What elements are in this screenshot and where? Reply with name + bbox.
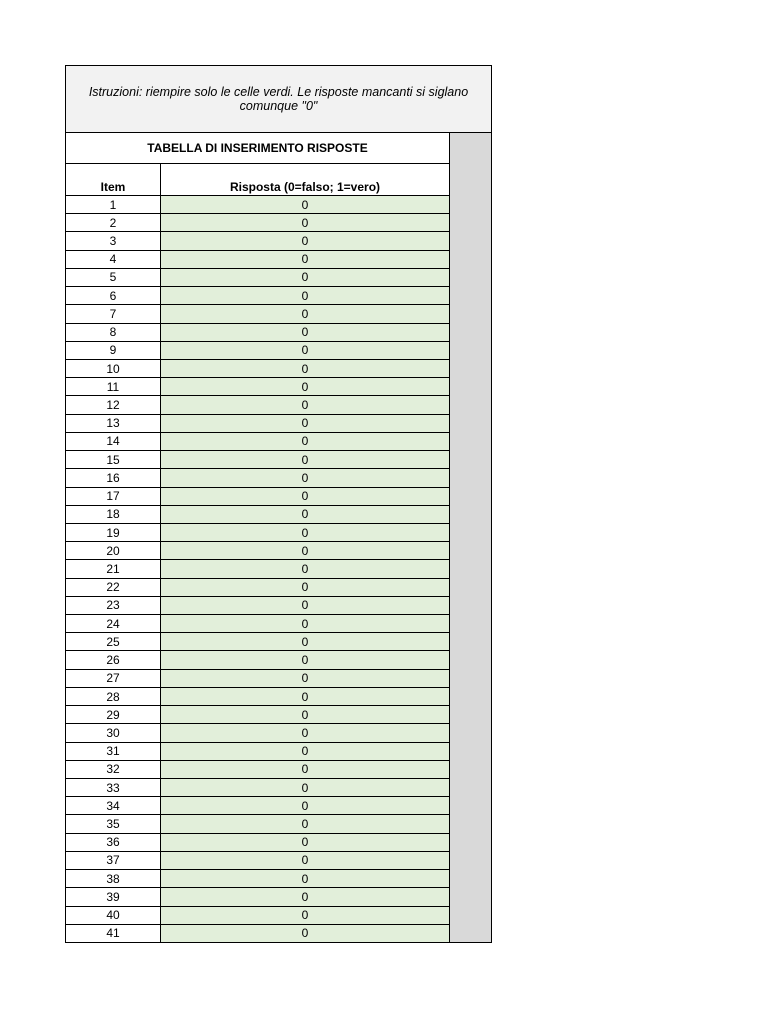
item-number-cell: 25: [66, 633, 161, 650]
table-row: [66, 670, 450, 688]
table-row: [66, 706, 450, 724]
item-number-cell: 29: [66, 706, 161, 723]
answer-cell[interactable]: 0: [161, 870, 449, 887]
item-number-cell: 35: [66, 815, 161, 832]
answer-cell[interactable]: 0: [161, 378, 449, 395]
table-row: [66, 633, 450, 651]
answer-cell[interactable]: 0: [161, 342, 449, 359]
answer-cell[interactable]: 0: [161, 232, 449, 249]
answer-cell[interactable]: 0: [161, 251, 449, 268]
table-row: [66, 506, 450, 524]
table-row: [66, 925, 450, 943]
item-number-cell: 32: [66, 761, 161, 778]
item-number-cell: 30: [66, 724, 161, 741]
answer-cell[interactable]: 0: [161, 670, 449, 687]
answer-cell[interactable]: 0: [161, 651, 449, 668]
answer-sheet: [65, 65, 492, 943]
item-number-cell: 21: [66, 560, 161, 577]
table-row: [66, 870, 450, 888]
table-row: [66, 834, 450, 852]
table-row: [66, 360, 450, 378]
table-row: [66, 888, 450, 906]
item-number-cell: 24: [66, 615, 161, 632]
answer-cell[interactable]: 0: [161, 269, 449, 286]
answer-cell[interactable]: 0: [161, 743, 449, 760]
item-number-cell: 34: [66, 797, 161, 814]
column-header-row: [66, 164, 450, 196]
item-number-cell: 2: [66, 214, 161, 231]
table-row: [66, 378, 450, 396]
table-row: [66, 342, 450, 360]
answer-cell[interactable]: 0: [161, 852, 449, 869]
table-row: [66, 688, 450, 706]
item-number-cell: 1: [66, 196, 161, 213]
item-number-cell: 18: [66, 506, 161, 523]
answer-column-header: Risposta (0=falso; 1=vero): [229, 180, 381, 194]
answer-cell[interactable]: 0: [161, 542, 449, 559]
item-number-cell: 31: [66, 743, 161, 760]
table-row: [66, 743, 450, 761]
table-row: [66, 597, 450, 615]
answer-cell[interactable]: 0: [161, 196, 449, 213]
item-number-cell: 36: [66, 834, 161, 851]
answer-cell[interactable]: 0: [161, 506, 449, 523]
answer-cell[interactable]: 0: [161, 469, 449, 486]
table-row: [66, 542, 450, 560]
table-row: [66, 469, 450, 487]
table-row: [66, 196, 450, 214]
instructions-banner: [66, 66, 491, 133]
table-row: [66, 907, 450, 925]
table-row: [66, 779, 450, 797]
answer-cell[interactable]: 0: [161, 706, 449, 723]
answer-cell[interactable]: 0: [161, 761, 449, 778]
table-row: [66, 433, 450, 451]
side-column: [450, 133, 491, 942]
table-row: [66, 305, 450, 323]
answer-rows: [66, 196, 450, 943]
table-row: [66, 451, 450, 469]
item-number-cell: 40: [66, 907, 161, 924]
table-row: [66, 797, 450, 815]
table-row: [66, 287, 450, 305]
answer-cell[interactable]: 0: [161, 560, 449, 577]
item-number-cell: 41: [66, 925, 161, 942]
table-row: [66, 269, 450, 287]
item-number-cell: 13: [66, 415, 161, 432]
table-row: [66, 651, 450, 669]
item-number-cell: 28: [66, 688, 161, 705]
answer-cell[interactable]: 0: [161, 925, 449, 942]
item-number-cell: 11: [66, 378, 161, 395]
answer-cell[interactable]: 0: [161, 524, 449, 541]
item-number-cell: 38: [66, 870, 161, 887]
table-row: [66, 251, 450, 269]
table-title: TABELLA DI INSERIMENTO RISPOSTE: [66, 133, 450, 164]
table-row: [66, 214, 450, 232]
item-number-cell: 33: [66, 779, 161, 796]
table-row: [66, 761, 450, 779]
answer-cell[interactable]: 0: [161, 834, 449, 851]
item-number-cell: 8: [66, 324, 161, 341]
answer-cell[interactable]: 0: [161, 360, 449, 377]
answer-cell[interactable]: 0: [161, 615, 449, 632]
answer-cell[interactable]: 0: [161, 415, 449, 432]
item-number-cell: 37: [66, 852, 161, 869]
item-number-cell: 3: [66, 232, 161, 249]
item-number-cell: 5: [66, 269, 161, 286]
table-row: [66, 815, 450, 833]
item-number-cell: 39: [66, 888, 161, 905]
answer-cell[interactable]: 0: [161, 797, 449, 814]
item-number-cell: 16: [66, 469, 161, 486]
answer-cell[interactable]: 0: [161, 305, 449, 322]
item-number-cell: 14: [66, 433, 161, 450]
answer-cell[interactable]: 0: [161, 888, 449, 905]
answer-cell[interactable]: 0: [161, 451, 449, 468]
table-row: [66, 415, 450, 433]
answer-cell[interactable]: 0: [161, 815, 449, 832]
item-number-cell: 12: [66, 396, 161, 413]
table-row: [66, 488, 450, 506]
item-number-cell: 22: [66, 579, 161, 596]
answer-cell[interactable]: 0: [161, 396, 449, 413]
table-row: [66, 232, 450, 250]
instructions-text: Istruzioni: riempire solo le celle verdi. Le risposte mancanti si siglano comunque "0": [88, 85, 469, 113]
item-number-cell: 17: [66, 488, 161, 505]
table-row: [66, 852, 450, 870]
item-number-cell: 23: [66, 597, 161, 614]
table-row: [66, 524, 450, 542]
item-number-cell: 19: [66, 524, 161, 541]
item-number-cell: 27: [66, 670, 161, 687]
answer-cell[interactable]: 0: [161, 579, 449, 596]
item-number-cell: 10: [66, 360, 161, 377]
answer-cell[interactable]: 0: [161, 688, 449, 705]
table-row: [66, 560, 450, 578]
answer-cell[interactable]: 0: [161, 214, 449, 231]
table-row: [66, 396, 450, 414]
item-column-header: Item: [66, 164, 161, 195]
item-number-cell: 7: [66, 305, 161, 322]
item-number-cell: 20: [66, 542, 161, 559]
answer-cell[interactable]: 0: [161, 779, 449, 796]
item-number-cell: 9: [66, 342, 161, 359]
answer-cell[interactable]: 0: [161, 724, 449, 741]
item-number-cell: 6: [66, 287, 161, 304]
table-row: [66, 615, 450, 633]
answer-cell[interactable]: 0: [161, 287, 449, 304]
answer-cell[interactable]: 0: [161, 324, 449, 341]
table-row: [66, 324, 450, 342]
answer-cell[interactable]: 0: [161, 633, 449, 650]
answer-cell[interactable]: 0: [161, 597, 449, 614]
item-number-cell: 4: [66, 251, 161, 268]
item-number-cell: 15: [66, 451, 161, 468]
answer-cell[interactable]: 0: [161, 907, 449, 924]
item-number-cell: 26: [66, 651, 161, 668]
table-row: [66, 579, 450, 597]
answer-cell[interactable]: 0: [161, 488, 449, 505]
answer-cell[interactable]: 0: [161, 433, 449, 450]
table-row: [66, 724, 450, 742]
